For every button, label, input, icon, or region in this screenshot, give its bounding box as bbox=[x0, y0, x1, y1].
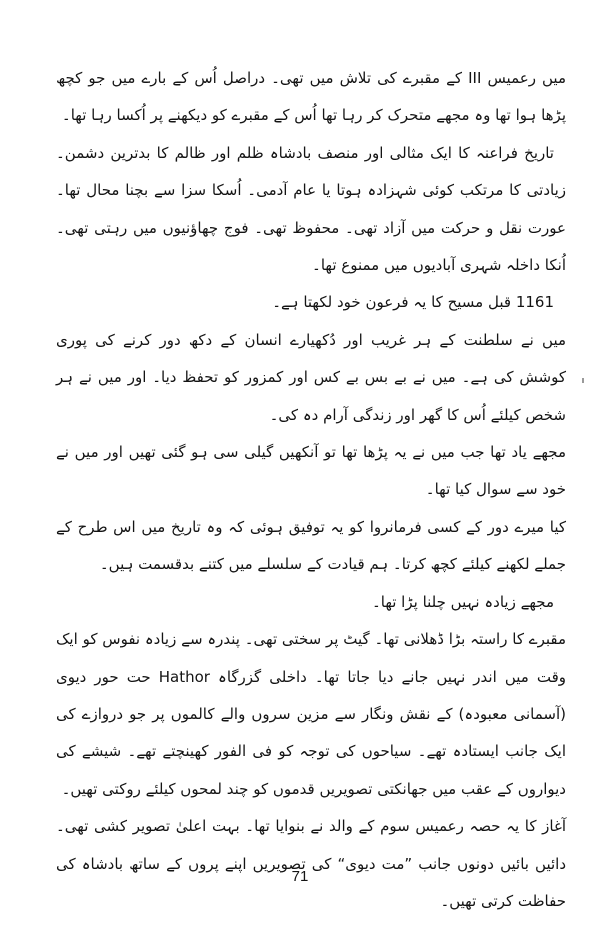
paragraph-1: میں رعمیس III کے مقبرے کی تلاش میں تھی۔ دراصل اُس کے بارے میں جو کچھ پڑھا ہوا تھا وہ مجھے متحرک کر رہا تھا اُس کے مقبرے کو دیکھنے پر اُکسا رہا تھا۔ bbox=[56, 69, 566, 125]
paragraph-9: آغاز کا یہ حصہ رعمیس سوم کے والد نے بنوایا تھا۔ بہت اعلیٰ تصویر کشی تھی۔ دائیں بائیں دونوں جانب ”مت دیوی“ کی تصویریں اپنے پروں کے ساتھ بادشاہ کی حفاظت کرتی تھیں۔ bbox=[56, 817, 566, 910]
paragraph-2: تاریخ فراعنہ کا ایک مثالی اور منصف بادشاہ ظلم اور ظالم کا بدترین دشمن۔ زیادتی کا مرتکب کوئی شہزادہ ہوتا یا عام آدمی۔ اُسکا سزا سے بچنا محال تھا۔ عورت نقل و حرکت میں آزاد تھی۔ محفوظ تھی۔ فوج چھاؤنیوں میں رہتی تھی۔ اُنکا داخلہ شہری آبادیوں میں ممنوع تھا۔ bbox=[56, 143, 566, 275]
page-number: 71 bbox=[291, 868, 309, 885]
urdu-text-body bbox=[56, 60, 566, 920]
scan-speck bbox=[582, 378, 584, 383]
paragraph-5: مجھے یاد تھا جب میں نے یہ پڑھا تھا تو آنکھیں گیلی سی ہو گئی تھیں اور میں نے خود سے سوال کیا تھا۔ bbox=[56, 443, 566, 499]
paragraph-4: میں نے سلطنت کے ہر غریب اور دُکھیارے انسان کے دکھ دور کرنے کی پوری کوشش کی ہے۔ میں نے بے بس بے کس اور کمزور کو تحفظ دیا۔ اور میں نے ہر شخص کیلئے اُس کا گھر اور زندگی آرام دہ کی۔ bbox=[56, 330, 566, 424]
paragraph-6: کیا میرے دور کے کسی فرمانروا کو یہ توفیق ہوئی کہ وہ تاریخ میں اس طرح کے جملے لکھنے کیلئے کچھ کرتا۔ ہم قیادت کے سلسلے میں کتنے بدقسمت ہیں۔ bbox=[56, 517, 566, 574]
paragraph-7: مجھے زیادہ نہیں چلنا پڑا تھا۔ bbox=[371, 592, 554, 611]
paragraph-3: 1161 قبل مسیح کا یہ فرعون خود لکھتا ہے۔ bbox=[272, 293, 554, 312]
paragraph-8: مقبرے کا راستہ بڑا ڈھلانی تھا۔ گیٹ پر سختی تھی۔ پندرہ سے زیادہ نفوس کو ایک وقت میں اندر نہیں جانے دیا جاتا تھا۔ داخلی گزرگاہ Hathor حت حور دیوی (آسمانی معبودہ) کے نقش ونگار سے مزین سروں والے کالموں پر جو دروازے کی ایک جانب ایستادہ تھے۔ سیاحوں کی توجہ کو فی الفور کھینچتے تھے۔ شیشے کی دیواروں کے عقب میں جھانکتی تصویریں قدموں کو چند لمحوں کیلئے روکتی تھیں۔ bbox=[56, 630, 566, 798]
